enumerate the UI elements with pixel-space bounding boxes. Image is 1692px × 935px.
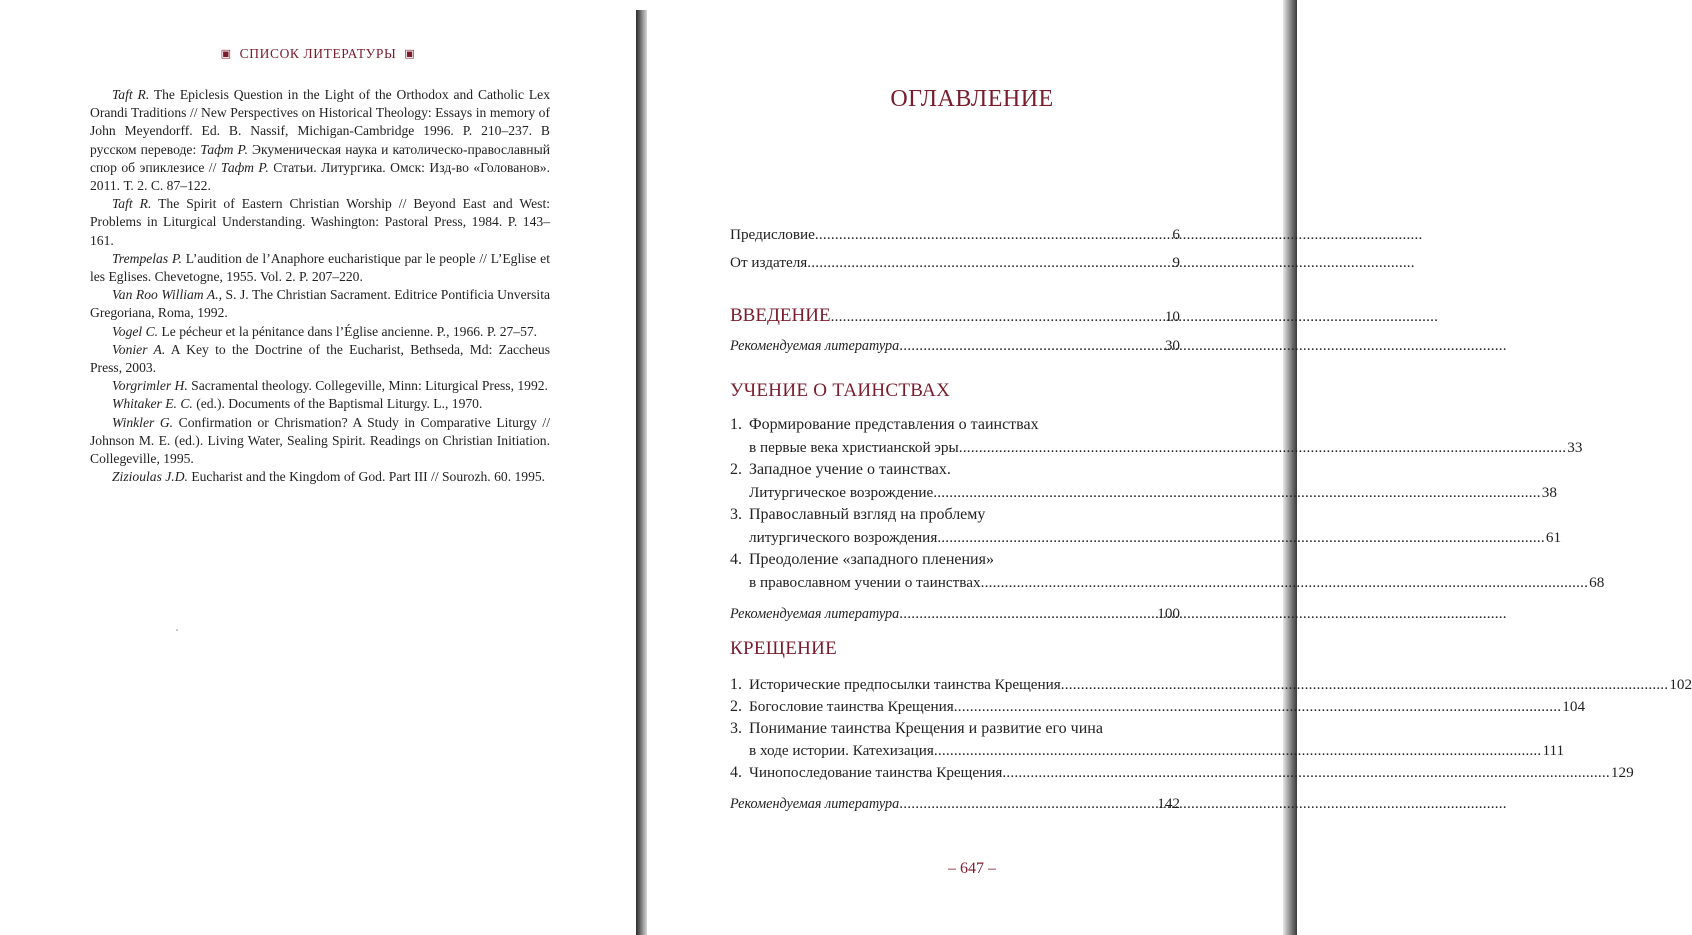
toc-entry: Предисловие ..... 6: [730, 226, 1180, 244]
reference-list: [90, 86, 550, 486]
toc-recommended: Рекомендуемая литература ..... 142: [730, 793, 1180, 815]
toc-recommended: Рекомендуемая литература ..... 30: [730, 337, 1180, 355]
toc-entry: 1. Формирование представления о таинствах в первые века христианской эры ..... 33: [730, 414, 1180, 459]
toc-entry: 2. Богословие таинства Крещения ..... 104: [730, 696, 1180, 718]
toc-section-heading: ВВЕДЕНИЕ ..... 10: [730, 305, 1180, 327]
running-head-text: СПИСОК ЛИТЕРАТУРЫ: [239, 46, 397, 61]
book-gutter: [636, 10, 647, 935]
left-page: [0, 0, 636, 935]
toc-entry: 4. Чинопоследование таинства Крещения ..... 129: [730, 762, 1180, 784]
toc-entry: 4. Преодоление «западного пленения» в православном учении о таинствах ..... 68: [730, 549, 1180, 594]
reference-entry: Taft R. The Spirit of Eastern Christian Worship // Beyond East and West: Problems in Liturgical Understanding. Washington: Pastoral Press, 1984. P. 143–161.: [90, 196, 550, 248]
running-head: [0, 46, 636, 62]
reference-entry: Whitaker E. C. (ed.). Documents of the Baptismal Liturgy. L., 1970.: [112, 396, 483, 412]
toc-front: [730, 226, 1180, 272]
reference-entry: Vonier A. A Key to the Doctrine of the Eucharist, Bethseda, Md: Zaccheus Press, 2003.: [90, 341, 550, 376]
toc-title: ОГЛАВЛЕНИЕ: [890, 86, 1054, 112]
toc-entry: От издателя ..... 9: [730, 254, 1180, 272]
toc-entry: 3. Понимание таинства Крещения и развитие его чина в ходе истории. Катехизация ..... 111: [730, 718, 1180, 762]
reference-entry: Winkler G. Confirmation or Chrismation? A Study in Comparative Liturgy // Johnson M. E. (ed.). Living Water, Sealing Spirit. Readings on Christian Initiation. Collegeville, 1995.: [90, 414, 550, 467]
reference-entry: Vorgrimler H. Sacramental theology. Collegeville, Minn: Liturgical Press, 1992.: [112, 378, 548, 394]
page-number: – 647 –: [948, 860, 996, 877]
reference-entry: Vogel C. Le pécheur et la pénitance dans l’Église ancienne. P., 1966. P. 27–57.: [112, 323, 538, 339]
toc-section-heading: КРЕЩЕНИЕ: [730, 638, 838, 659]
toc-entry: 3. Православный взгляд на проблему литургического возрождения ..... 61: [730, 504, 1180, 549]
reference-entry: Van Roo William A., S. J. The Christian Sacrament. Editrice Pontificia Unversita Gregoriana, Roma, 1992.: [90, 287, 551, 321]
toc-baptism: [730, 674, 1692, 815]
toc-section-heading: УЧЕНИЕ О ТАИНСТВАХ: [730, 380, 951, 401]
paper-speck: [176, 629, 178, 631]
reference-entry: Trempelas P. L’audition de l’Anaphore eucharistique par le people // L’Eglise et les Eglises. Chevetogne, 1955. Vol. 2. P. 207–220.: [90, 250, 550, 285]
toc-entry: 1. Исторические предпосылки таинства Крещения ..... 102: [730, 674, 1180, 696]
reference-entry: Zizioulas J.D. Eucharist and the Kingdom of God. Part III // Sourozh. 60. 1995.: [112, 469, 546, 485]
ornament-icon: ▣: [220, 48, 232, 60]
toc-entry: 2. Западное учение о таинствах. Литургическое возрождение ..... 38: [730, 459, 1180, 504]
toc-sacraments: [730, 414, 1605, 626]
reference-entry: Taft R. The Epiclesis Question in the Light of the Orthodox and Catholic Lex Orandi Traditions // New Perspectives on Historical Theology: Essays in memory of John Meyendorff. Ed. B. Nassif, Michigan-Cambridge 1996. P. 210–237. В русском переводе: Тафт Р. Экуменическая наука и католическо-православный спор об эпиклезисе // Тафт Р. Статьи. Литургика. Омск: Изд-во «Голованов». 2011. Т. 2. С. 87–122.: [90, 87, 550, 194]
ornament-icon: ▣: [404, 48, 416, 60]
toc-recommended: Рекомендуемая литература ..... 100: [730, 603, 1180, 626]
toc-intro: [730, 305, 1180, 355]
